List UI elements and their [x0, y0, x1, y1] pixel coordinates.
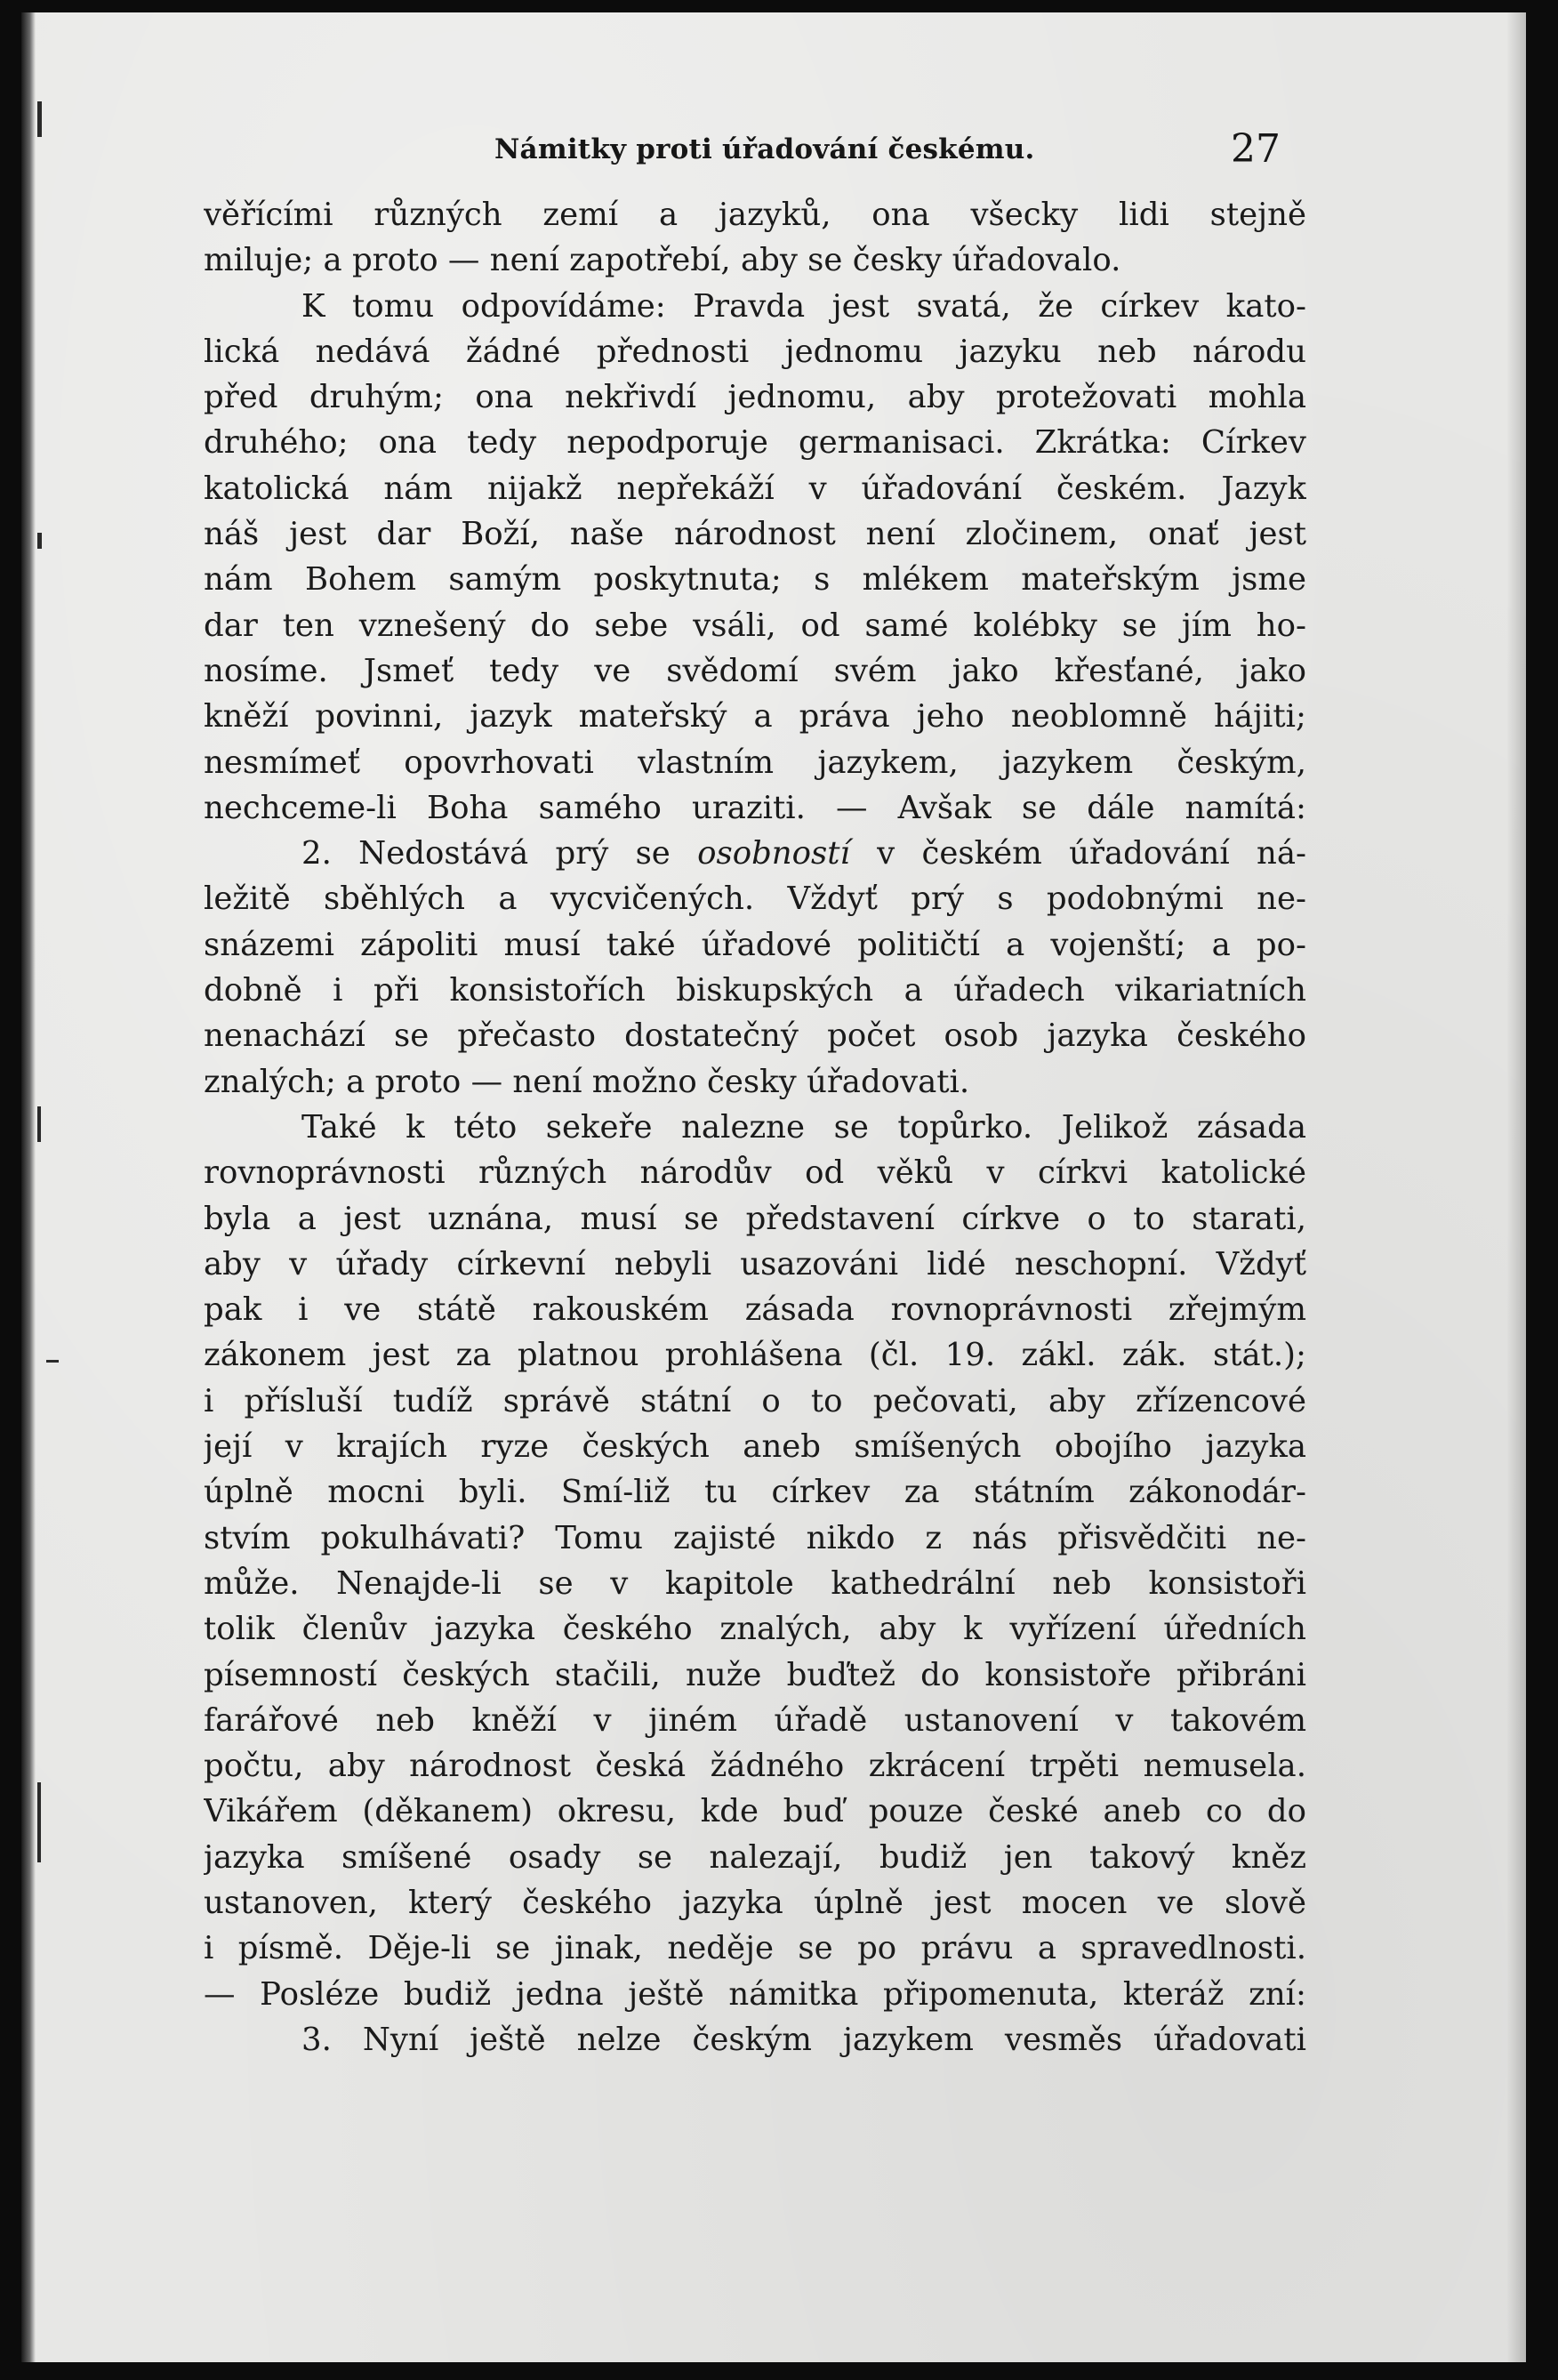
text-line: může. Nenajde-li se v kapitole kathedrální neb konsistoři [204, 1564, 1306, 1602]
text-line: písemností českých stačili, nuže buďtež do konsistoře přibráni [204, 1656, 1306, 1693]
text-line: katolická nám nijakž nepřekáží v úřadování českém. Jazyk [204, 470, 1306, 507]
text-fragment: v českém úřadování ná- [849, 835, 1306, 872]
text-line: miluje; a proto — není zapotřebí, aby se česky úřadovalo. [204, 242, 1121, 279]
text-line: lická nedává žádné přednosti jednomu jazyku neb národu [204, 333, 1306, 370]
body-text [204, 192, 1306, 2062]
text-line: kněží povinni, jazyk mateřský a práva jeho neoblomně hájiti; [204, 698, 1306, 736]
scan-artifact [37, 1106, 41, 1142]
page-header [21, 126, 1526, 180]
text-line: rovnoprávnosti různých národův od věků v církvi katolické [204, 1154, 1306, 1192]
page-number: 27 [1231, 126, 1281, 172]
text-line: jazyka smíšené osady se nalezají, budiž jen takový kněz [204, 1838, 1306, 1876]
text-line: nám Bohem samým poskytnuta; s mlékem mateřským jsme [204, 561, 1306, 599]
text-line: snázemi zápoliti musí také úřadové političtí a vojenští; a po- [204, 926, 1306, 963]
text-line: ležitě sběhlých a vycvičených. Vždyť prý s podobnými ne- [204, 880, 1306, 918]
text-line: počtu, aby národnost česká žádného zkrácení trpěti nemusela. [204, 1748, 1306, 1785]
text-line: zákonem jest za platnou prohlášena (čl. 19. zákl. zák. stát.); [204, 1337, 1306, 1374]
page-edge-shadow [1506, 12, 1526, 2362]
running-title: Námitky proti úřadování českému. [494, 133, 1035, 165]
text-line: nesmímeť opovrhovati vlastním jazykem, jazykem českým, [204, 744, 1306, 781]
text-line-numbered-point-2 [204, 831, 1306, 876]
text-line: stvím pokulhávati? Tomu zajisté nikdo z nás přisvědčiti ne- [204, 1519, 1306, 1556]
text-line: pak i ve státě rakouském zásada rovnoprávnosti zřejmým [204, 1291, 1306, 1329]
text-line: nenachází se přečasto dostatečný počet osob jazyka českého [204, 1017, 1306, 1055]
text-line: i přísluší tudíž správě státní o to pečovati, aby zřízencové [204, 1382, 1306, 1419]
text-line: před druhým; ona nekřivdí jednomu, aby protežovati mohla [204, 379, 1306, 416]
text-line: ustanoven, který českého jazyka úplně jest mocen ve slově [204, 1884, 1306, 1921]
scanned-page [21, 12, 1526, 2362]
text-line: dar ten vznešený do sebe vsáli, od samé kolébky se jím ho- [204, 607, 1306, 644]
text-line: věřícími různých zemí a jazyků, ona všecky lidi stejně [204, 197, 1306, 233]
text-line: farářové neb kněží v jiném úřadě ustanovení v takovém [204, 1701, 1306, 1739]
text-line: byla a jest uznána, musí se představení církve o to starati, [204, 1200, 1306, 1237]
text-line: nechceme-li Boha samého uraziti. — Avšak se dále namítá: [204, 789, 1306, 826]
text-line: úplně mocni byli. Smí-liž tu církev za státním zákonodár- [204, 1474, 1306, 1511]
scan-artifact [37, 533, 42, 549]
scan-artifact [37, 1782, 41, 1862]
text-line: druhého; ona tedy nepodporuje germanisaci. Zkrátka: Církev [204, 424, 1306, 462]
text-line: aby v úřady církevní nebyli usazováni lidé neschopní. Vždyť [204, 1245, 1306, 1282]
text-line: náš jest dar Boží, naše národnost není zločinem, onať jest [204, 516, 1306, 553]
text-line: její v krajích ryze českých aneb smíšených obojího jazyka [204, 1428, 1306, 1466]
text-fragment: 2. Nedostává prý se [301, 835, 698, 872]
text-line-numbered-point-3: 3. Nyní ještě nelze českým jazykem vesměs úřadovati [301, 2021, 1306, 2058]
text-line: tolik členův jazyka českého znalých, aby k vyřízení úředních [204, 1611, 1306, 1648]
text-line: i písmě. Děje-li se jinak, neděje se po právu a spravedlnosti. [204, 1930, 1306, 1967]
text-line: Vikářem (děkanem) okresu, kde buď pouze české aneb co do [204, 1793, 1306, 1830]
scan-artifact [46, 1360, 59, 1363]
text-line: dobně i při konsistořích biskupských a úřadech vikariatních [204, 972, 1306, 1009]
text-line: Také k této sekeře nalezne se topůrko. Jelikož zásada [301, 1108, 1306, 1146]
text-line: K tomu odpovídáme: Pravda jest svatá, že církev kato- [301, 287, 1306, 325]
book-spine-shadow [21, 12, 36, 2362]
text-line: nosíme. Jsmeť tedy ve svědomí svém jako křesťané, jako [204, 652, 1306, 689]
emphasized-word: osobností [697, 835, 850, 872]
text-line: znalých; a proto — není možno česky úřadovati. [204, 1063, 970, 1100]
text-line: — Posléze budiž jedna ještě námitka připomenuta, kteráž zní: [204, 1975, 1306, 2013]
